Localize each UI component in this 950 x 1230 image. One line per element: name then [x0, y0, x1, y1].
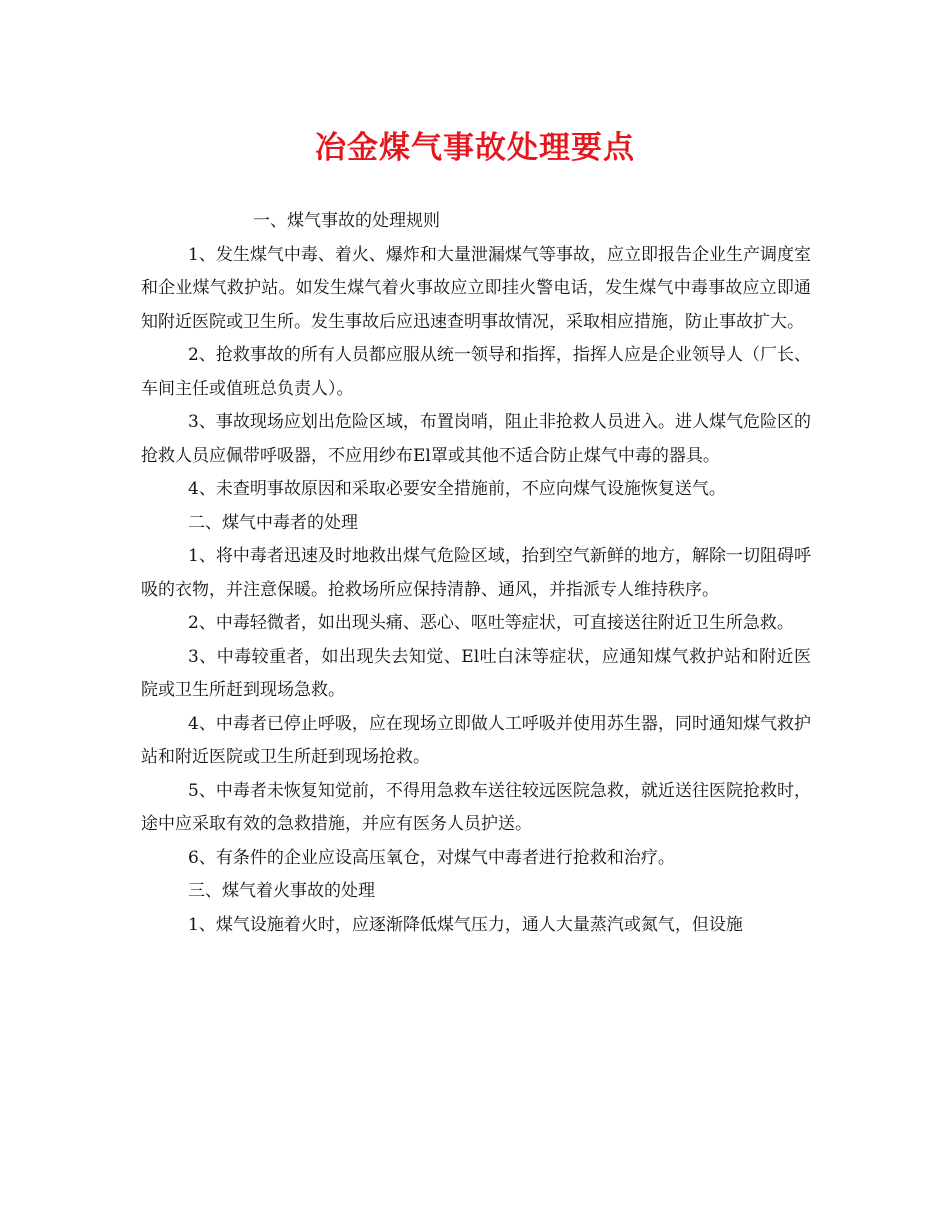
paragraph: 4、未查明事故原因和采取必要安全措施前，不应向煤气设施恢复送气。: [188, 479, 726, 499]
document-body: [141, 205, 811, 942]
paragraph: 1、煤气设施着火时，应逐渐降低煤气压力，通人大量蒸汽或氮气，但设施: [188, 914, 743, 935]
section-heading-3: 三、煤气着火事故的处理: [188, 881, 375, 901]
paragraph: 2、抢救事故的所有人员都应服从统一领导和指挥，指挥人应是企业领导人（厂长、车间主任或值班总负责人）。: [141, 345, 811, 399]
paragraph: 3、中毒较重者，如出现失去知觉、El吐白沫等症状，应通知煤气救护站和附近医院或卫生所赶到现场急救。: [141, 646, 811, 700]
paragraph: 3、事故现场应划出危险区域，布置岗哨，阻止非抢救人员进入。进人煤气危险区的抢救人员应佩带呼吸器，不应用纱布El罩或其他不适合防止煤气中毒的器具。: [141, 412, 811, 466]
paragraph: 1、发生煤气中毒、着火、爆炸和大量泄漏煤气等事故，应立即报告企业生产调度室和企业煤气救护站。如发生煤气着火事故应立即挂火警电话，发生煤气中毒事故应立即通知附近医院或卫生所。发生事故后应迅速查明事故情况，采取相应措施，防止事故扩大。: [141, 244, 811, 332]
paragraph: 5、中毒者未恢复知觉前，不得用急救车送往较远医院急救，就近送往医院抢救时，途中应采取有效的急救措施，并应有医务人员护送。: [141, 780, 811, 834]
document-title: 冶金煤气事故处理要点: [315, 130, 635, 166]
paragraph: 2、中毒轻微者，如出现头痛、恶心、呕吐等症状，可直接送往附近卫生所急救。: [188, 613, 794, 633]
paragraph: 6、有条件的企业应设高压氧仓，对煤气中毒者进行抢救和治疗。: [188, 847, 675, 868]
section-heading-1: 一、煤气事故的处理规则: [253, 211, 440, 231]
paragraph: 1、将中毒者迅速及时地救出煤气危险区域，抬到空气新鲜的地方，解除一切阻碍呼吸的衣物，并注意保暖。抢救场所应保持清静、通风，并指派专人维持秩序。: [141, 546, 811, 600]
paragraph: 4、中毒者已停止呼吸，应在现场立即做人工呼吸并使用苏生器，同时通知煤气救护站和附近医院或卫生所赶到现场抢救。: [141, 713, 811, 767]
section-heading-2: 二、煤气中毒者的处理: [188, 512, 358, 533]
